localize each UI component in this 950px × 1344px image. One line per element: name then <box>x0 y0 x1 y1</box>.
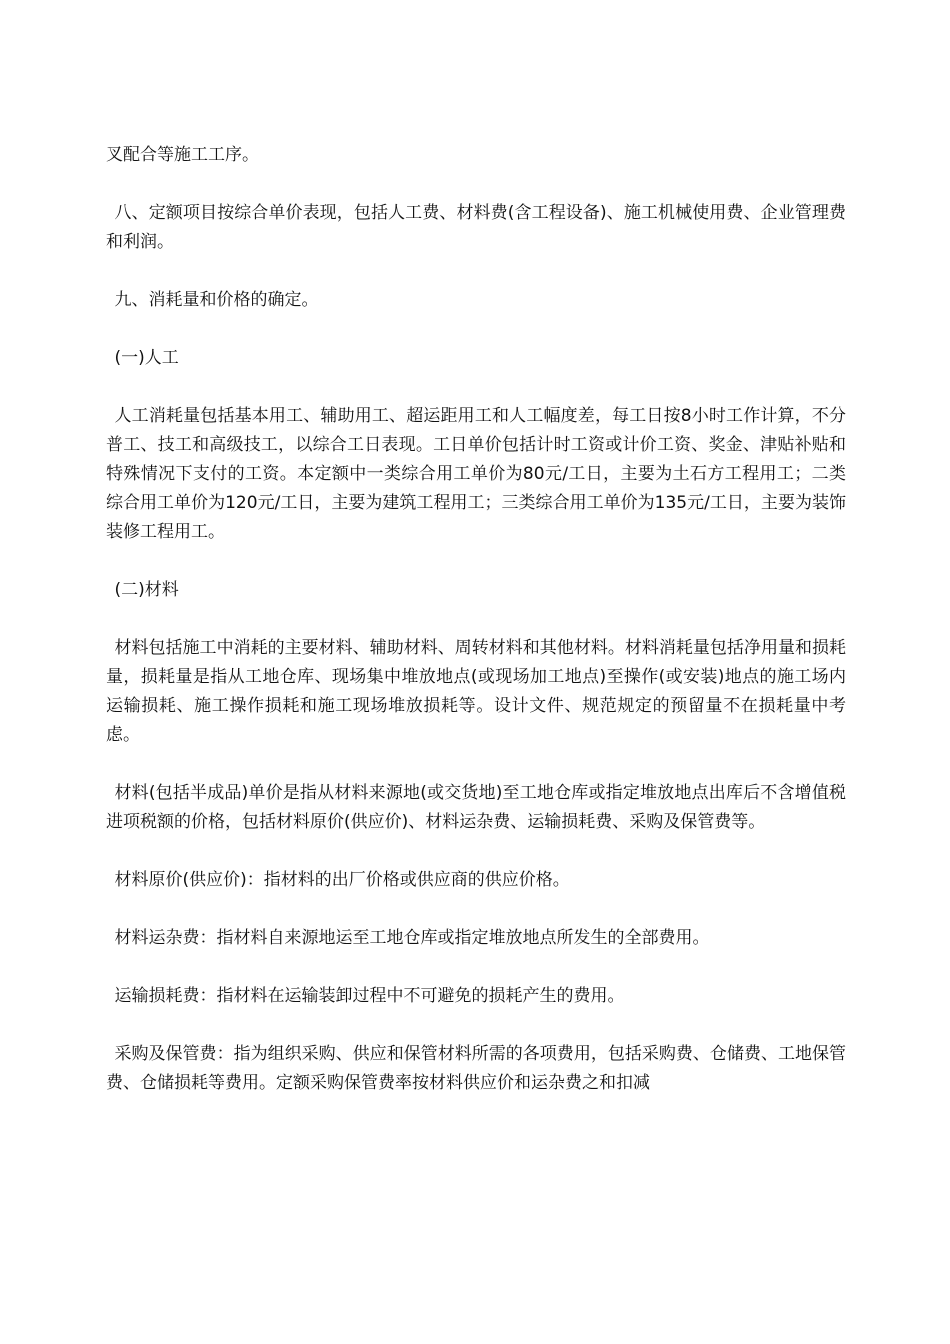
document-body <box>106 141 846 1127</box>
paragraph-material-freight: 材料运杂费：指材料自来源地运至工地仓库或指定堆放地点所发生的全部费用。 <box>114 928 710 948</box>
paragraph-item-nine: 九、消耗量和价格的确定。 <box>114 290 319 310</box>
paragraph-labor: 人工消耗量包括基本用工、辅助用工、超运距用工和人工幅度差，每工日按8小时工作计算，不分普工、技工和高级技工，以综合工日表现。工日单价包括计时工资或计价工资、奖金、津贴补贴和特殊情况下支付的工资。本定额中一类综合用工单价为80元/工日，主要为土石方工程用工；二类综合用工单价为120元/工日，主要为建筑工程用工；三类综合用工单价为135元/工日，主要为装饰装修工程用工。 <box>106 406 846 542</box>
paragraph-material-unit-price: 材料(包括半成品)单价是指从材料来源地(或交货地)至工地仓库或指定堆放地点出库后不含增值税进项税额的价格，包括材料原价(供应价)、材料运杂费、运输损耗费、采购及保管费等。 <box>106 783 846 832</box>
paragraph-transport-loss: 运输损耗费：指材料在运输装卸过程中不可避免的损耗产生的费用。 <box>114 986 625 1006</box>
subheading-materials: (二)材料 <box>114 580 179 600</box>
paragraph-continuation: 叉配合等施工工序。 <box>106 145 259 165</box>
paragraph-materials: 材料包括施工中消耗的主要材料、辅助材料、周转材料和其他材料。材料消耗量包括净用量和损耗量，损耗量是指从工地仓库、现场集中堆放地点(或现场加工地点)至操作(或安装)地点的施工场内运输损耗、施工操作损耗和施工现场堆放损耗等。设计文件、规范规定的预留量不在损耗量中考虑。 <box>106 638 846 745</box>
subheading-labor: (一)人工 <box>114 348 179 368</box>
paragraph-material-original-price: 材料原价(供应价)：指材料的出厂价格或供应商的供应价格。 <box>114 870 570 890</box>
paragraph-item-eight: 八、定额项目按综合单价表现，包括人工费、材料费(含工程设备)、施工机械使用费、企业管理费和利润。 <box>106 203 846 252</box>
paragraph-procurement-storage: 采购及保管费：指为组织采购、供应和保管材料所需的各项费用，包括采购费、仓储费、工地保管费、仓储损耗等费用。定额采购保管费率按材料供应价和运杂费之和扣减 <box>106 1044 846 1093</box>
